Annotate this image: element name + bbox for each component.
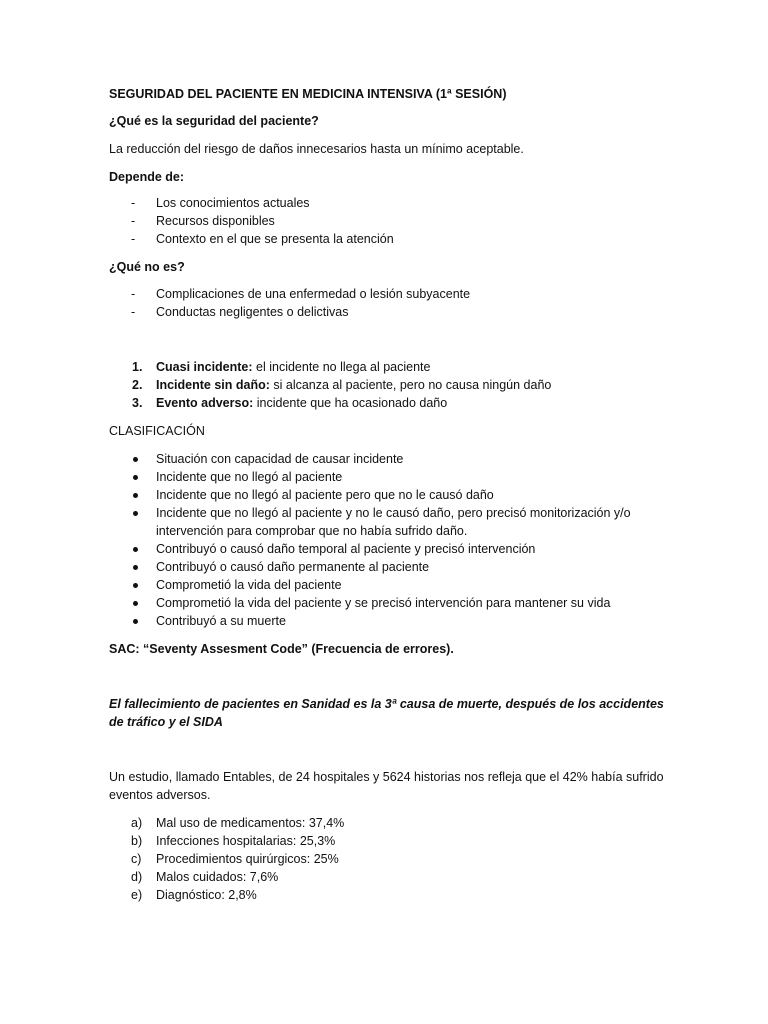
list-item: a) Mal uso de medicamentos: 37,4%: [131, 816, 345, 830]
list-item: Incidente que no llegó al paciente y no le causó daño, pero precisó monitorización y/o intervención para comprobar que no había sufrido daño.: [109, 504, 669, 540]
depends-heading: Depende de:: [109, 170, 185, 184]
list-item: b) Infecciones hospitalarias: 25,3%: [131, 834, 336, 848]
incident-types-list: [109, 358, 669, 412]
list-item: Incidente que no llegó al paciente: [109, 468, 669, 486]
list-item: 2. Incidente sin daño: si alcanza al paciente, pero no causa ningún daño: [132, 378, 552, 392]
list-item: - Recursos disponibles: [131, 214, 275, 228]
list-item: Comprometió la vida del paciente y se precisó intervención para mantener su vida: [109, 594, 669, 612]
list-item: c) Procedimientos quirúrgicos: 25%: [131, 852, 339, 866]
list-item: e) Diagnóstico: 2,8%: [131, 888, 257, 902]
what-it-is-not-list: [109, 285, 669, 321]
document-page: [109, 85, 669, 904]
sac-line: SAC: “Seventy Assesment Code” (Frecuencia de errores).: [109, 642, 454, 656]
what-it-is-not-heading: ¿Qué no es?: [109, 260, 185, 274]
list-item: Incidente que no llegó al paciente pero que no le causó daño: [109, 486, 669, 504]
list-item: - Complicaciones de una enfermedad o lesión subyacente: [131, 287, 471, 301]
depends-list: [109, 194, 669, 248]
list-item: Contribuyó o causó daño temporal al paciente y precisó intervención: [109, 540, 669, 558]
list-item: - Los conocimientos actuales: [131, 196, 310, 210]
adverse-events-list: [109, 814, 669, 904]
study-paragraph: Un estudio, llamado Entables, de 24 hospitales y 5624 historias nos refleja que el 42% había sufrido eventos adversos.: [109, 770, 664, 802]
answer-what-is-safety: La reducción del riesgo de daños innecesarios hasta un mínimo aceptable.: [109, 142, 524, 156]
question-what-is-safety: ¿Qué es la seguridad del paciente?: [109, 114, 319, 128]
list-item: Contribuyó a su muerte: [109, 612, 669, 630]
classification-heading: CLASIFICACIÓN: [109, 424, 205, 438]
list-item: - Contexto en el que se presenta la atención: [131, 232, 394, 246]
list-item: Comprometió la vida del paciente: [109, 576, 669, 594]
list-item: Contribuyó o causó daño permanente al paciente: [109, 558, 669, 576]
list-item: 3. Evento adverso: incidente que ha ocasionado daño: [132, 396, 448, 410]
list-item: Situación con capacidad de causar incidente: [109, 450, 669, 468]
classification-list: [109, 450, 669, 630]
document-title: SEGURIDAD DEL PACIENTE EN MEDICINA INTENSIVA (1ª SESIÓN): [109, 87, 507, 101]
list-item: - Conductas negligentes o delictivas: [131, 305, 349, 319]
list-item: d) Malos cuidados: 7,6%: [131, 870, 279, 884]
mortality-statement: El fallecimiento de pacientes en Sanidad es la 3ª causa de muerte, después de los accidentes de tráfico y el SIDA: [109, 697, 664, 729]
list-item: 1. Cuasi incidente: el incidente no llega al paciente: [132, 360, 431, 374]
